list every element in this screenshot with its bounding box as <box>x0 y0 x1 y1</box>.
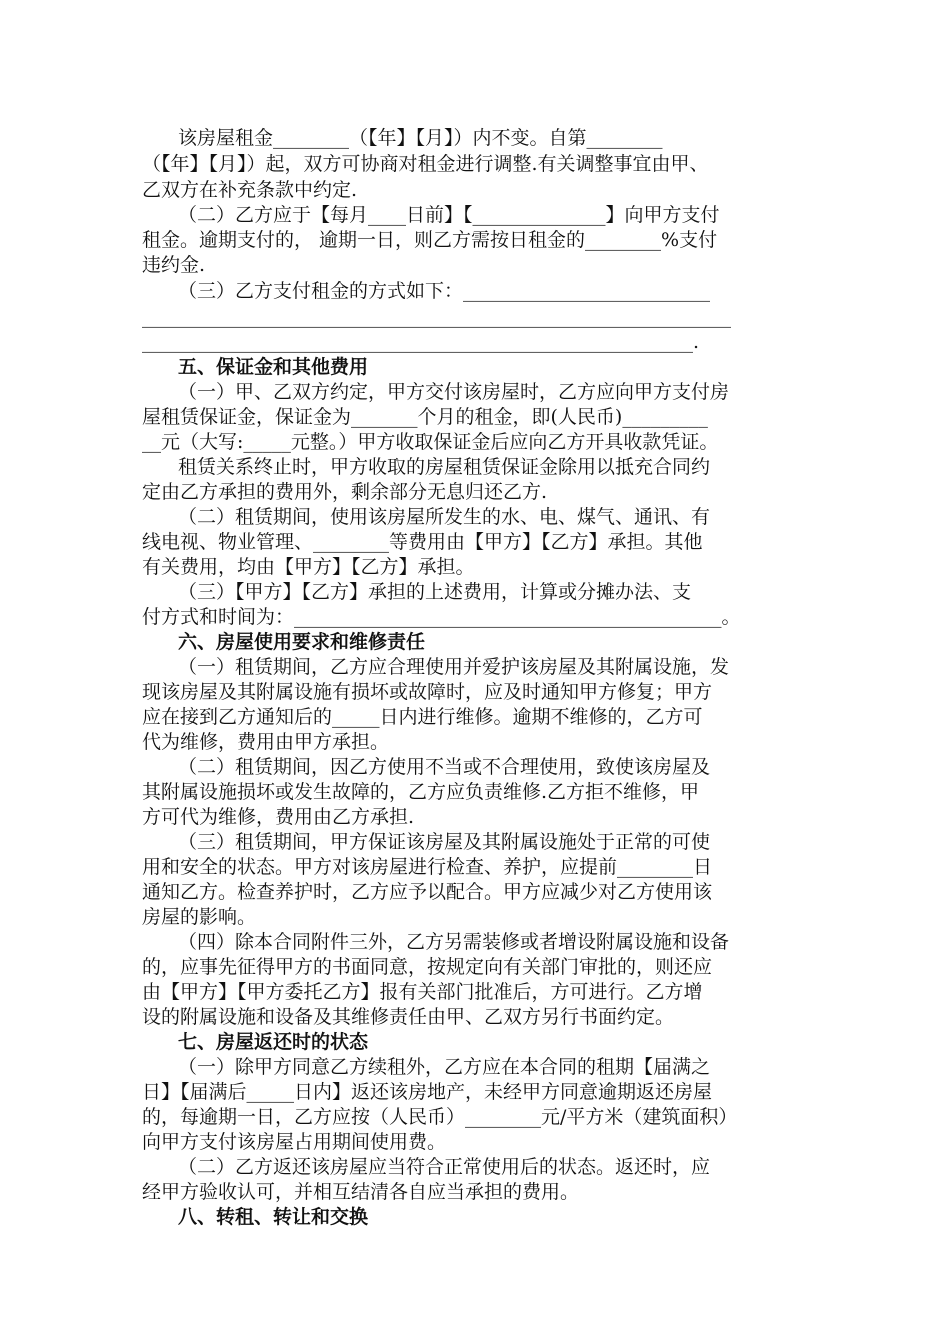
inspection-line-3: 通知乙方。检查养护时，乙方应予以配合。甲方应减少对乙方使用该 <box>142 881 713 903</box>
utilities-line-3: 有关费用，均由【甲方】【乙方】承担。 <box>142 556 475 578</box>
penalty-end-line: 违约金. <box>142 254 206 276</box>
renovation-line-4: 设的附属设施和设备及其维修责任由甲、乙双方另行书面约定。 <box>142 1006 675 1028</box>
inspection-line-1: （三）租赁期间，甲方保证该房屋及其附属设施处于正常的可使 <box>178 831 711 853</box>
repair-line-3: 应在接到乙方通知后的_____日内进行维修。逾期不维修的，乙方可 <box>142 706 703 728</box>
rent-fixed-line: 该房屋租金________（【年】【月】）内不变。自第________ <box>178 127 663 149</box>
deposit-return-line-2: 定由乙方承担的费用外，剩余部分无息归还乙方. <box>142 481 548 503</box>
misuse-line-3: 方可代为维修，费用由乙方承担. <box>142 806 415 828</box>
repair-line-1: （一）租赁期间，乙方应合理使用并爱护该房屋及其附属设施，发 <box>178 656 730 678</box>
return-condition-line-1: （二）乙方返还该房屋应当符合正常使用后的状态。返还时，应 <box>178 1156 711 1178</box>
utilities-line-1: （二）租赁期间，使用该房屋所发生的水、电、煤气、通讯、有 <box>178 506 711 528</box>
inspection-line-4: 房屋的影响。 <box>142 906 257 928</box>
misuse-line-2: 其附属设施损坏或发生故障的，乙方应负责维修.乙方拒不维修，甲 <box>142 781 700 803</box>
section-7-heading: 七、房屋返还时的状态 <box>178 1031 369 1053</box>
return-line-1: （一）除甲方同意乙方续租外，乙方应在本合同的租期【届满之 <box>178 1056 711 1078</box>
cost-sharing-line-2: 付方式和时间为：_____________________________________________。 <box>142 606 741 628</box>
section-6-heading: 六、房屋使用要求和维修责任 <box>178 631 426 653</box>
deposit-line-3: __元（大写:_____元整。）甲方收取保证金后应向乙方开具收款凭证。 <box>142 431 719 453</box>
deposit-line-2: 屋租赁保证金，保证金为_______个月的租金，即(人民币)_________ <box>142 406 708 428</box>
return-line-2: 日】【届满后_____日内】返还该房地产，未经甲方同意逾期返还房屋 <box>142 1081 713 1103</box>
payment-method-line: （三）乙方支付租金的方式如下：__________________________ <box>178 280 711 302</box>
rent-adjust-line: （【年】【月】）起，双方可协商对租金进行调整.有关调整事宜由甲、 <box>142 153 709 175</box>
renovation-line-1: （四）除本合同附件三外，乙方另需装修或者增设附属设施和设备 <box>178 931 730 953</box>
cost-sharing-line-1: （三）【甲方】【乙方】承担的上述费用，计算或分摊办法、支 <box>178 581 692 603</box>
deposit-line-1: （一）甲、乙双方约定，甲方交付该房屋时，乙方应向甲方支付房 <box>178 381 730 403</box>
return-line-3: 的，每逾期一日，乙方应按（人民币）________元/平方米（建筑面积） <box>142 1106 738 1128</box>
repair-line-4: 代为维修，费用由甲方承担。 <box>142 731 390 753</box>
rent-supplement-line: 乙双方在补充条款中约定. <box>142 179 358 201</box>
return-condition-line-2: 经甲方验收认可，并相互结清各自应当承担的费用。 <box>142 1181 580 1203</box>
payment-method-blank-1: ______________________________________________________________ <box>142 306 731 328</box>
deposit-return-line-1: 租赁关系终止时，甲方收取的房屋租赁保证金除用以抵充合同约 <box>178 456 711 478</box>
inspection-line-2: 用和安全的状态。甲方对该房屋进行检查、养护，应提前________日 <box>142 856 713 878</box>
repair-line-2: 现该房屋及其附属设施有损坏或故障时，应及时通知甲方修复；甲方 <box>142 681 713 703</box>
payment-method-blank-2: __________________________________________________________. <box>142 331 700 353</box>
late-penalty-line: 租金。逾期支付的， 逾期一日，则乙方需按日租金的________%支付 <box>142 229 718 251</box>
section-5-heading: 五、保证金和其他费用 <box>178 356 369 378</box>
payment-date-line: （二）乙方应于【每月____日前】【______________】向甲方支付 <box>178 204 720 226</box>
renovation-line-3: 由【甲方】【甲方委托乙方】报有关部门批准后，方可进行。乙方增 <box>142 981 703 1003</box>
utilities-line-2: 线电视、物业管理、________等费用由【甲方】【乙方】承担。其他 <box>142 531 703 553</box>
renovation-line-2: 的，应事先征得甲方的书面同意，按规定向有关部门审批的，则还应 <box>142 956 713 978</box>
return-line-4: 向甲方支付该房屋占用期间使用费。 <box>142 1131 447 1153</box>
section-8-heading: 八、转租、转让和交换 <box>178 1206 369 1228</box>
misuse-line-1: （二）租赁期间，因乙方使用不当或不合理使用，致使该房屋及 <box>178 756 711 778</box>
